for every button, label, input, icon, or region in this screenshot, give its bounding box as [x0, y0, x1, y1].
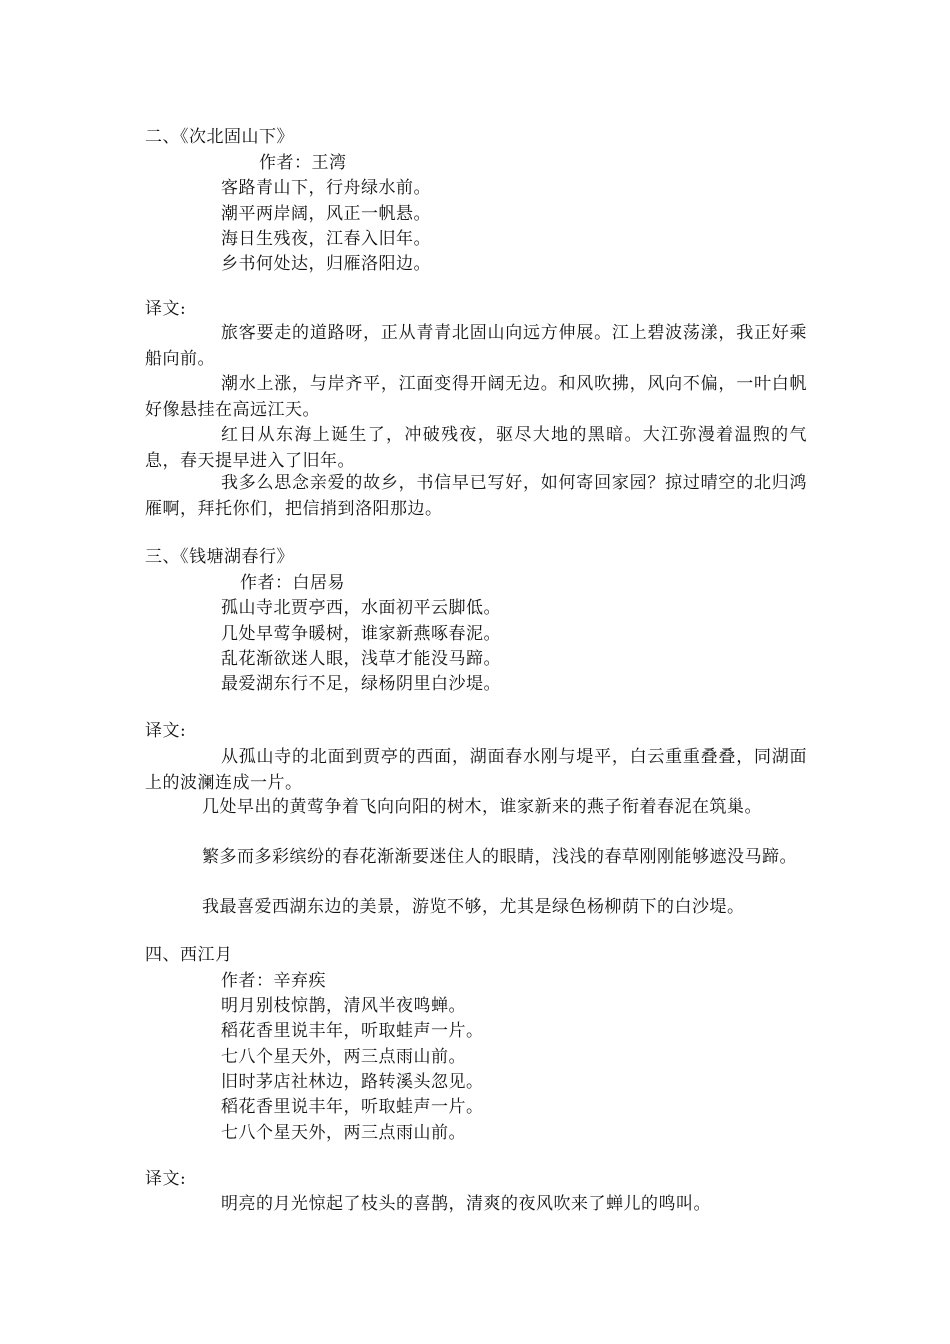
poem-line: 最爱湖东行不足，绿杨阴里白沙堤。: [221, 674, 501, 694]
section-heading: 四、西江月: [145, 945, 233, 965]
translation-paragraph: 潮水上涨，与岸齐平，江面变得开阔无边。和风吹拂，风向不偏，一叶白帆好像悬挂在高远江天。: [145, 374, 807, 420]
translation-paragraph: 繁多而多彩缤纷的春花渐渐要迷住人的眼睛，浅浅的春草刚刚能够遮没马蹄。: [202, 847, 797, 867]
poem-line: 几处早莺争暖树，谁家新燕啄春泥。: [221, 624, 501, 644]
poem-author: 作者：白居易: [240, 573, 345, 593]
poem-line: 乱花渐欲迷人眼，浅草才能没马蹄。: [221, 649, 501, 669]
poem-line: 旧时茅店社林边，路转溪头忽见。: [221, 1072, 484, 1092]
poem-line: 海日生残夜，江春入旧年。: [221, 229, 431, 249]
translation-paragraph: 旅客要走的道路呀，正从青青北固山向远方伸展。江上碧波荡漾，我正好乘船向前。: [145, 323, 807, 369]
poem-line: 客路青山下，行舟绿水前。: [221, 178, 431, 198]
poem-line: 孤山寺北贾亭西，水面初平云脚低。: [221, 598, 501, 618]
poem-line: 七八个星天外，两三点雨山前。: [221, 1047, 466, 1067]
translation-paragraph: 我最喜爱西湖东边的美景，游览不够，尤其是绿色杨柳荫下的白沙堤。: [202, 897, 745, 917]
translation-paragraph: 红日从东海上诞生了，冲破残夜，驱尽大地的黑暗。大江弥漫着温煦的气息，春天提早进入了旧年。: [145, 425, 807, 471]
poem-line: 乡书何处达，归雁洛阳边。: [221, 254, 431, 274]
poem-line: 稻花香里说丰年，听取蛙声一片。: [221, 1097, 484, 1117]
translation-paragraph: 从孤山寺的北面到贾亭的西面，湖面春水刚与堤平，白云重重叠叠，同湖面上的波澜连成一片。: [145, 747, 807, 793]
poem-line: 明月别枝惊鹊，清风半夜鸣蝉。: [221, 996, 466, 1016]
poem-author: 作者：王湾: [259, 153, 347, 173]
section-heading: 二、《次北固山下》: [145, 127, 294, 147]
translation-label: 译文:: [145, 1169, 187, 1189]
poem-line: 潮平两岸阔，风正一帆悬。: [221, 204, 431, 224]
poem-line: 七八个星天外，两三点雨山前。: [221, 1123, 466, 1143]
translation-paragraph: 几处早出的黄莺争着飞向向阳的树木，谁家新来的燕子衔着春泥在筑巢。: [202, 797, 762, 817]
translation-paragraph: 我多么思念亲爱的故乡，书信早已写好，如何寄回家园？掠过晴空的北归鸿雁啊，拜托你们，把信捎到洛阳那边。: [145, 473, 807, 519]
poem-author: 作者：辛弃疾: [221, 971, 326, 991]
translation-label: 译文:: [145, 299, 187, 319]
section-heading: 三、《钱塘湖春行》: [145, 547, 294, 567]
poem-line: 稻花香里说丰年，听取蛙声一片。: [221, 1021, 484, 1041]
translation-label: 译文:: [145, 721, 187, 741]
translation-paragraph: 明亮的月光惊起了枝头的喜鹊，清爽的夜风吹来了蝉儿的鸣叫。: [221, 1194, 711, 1214]
